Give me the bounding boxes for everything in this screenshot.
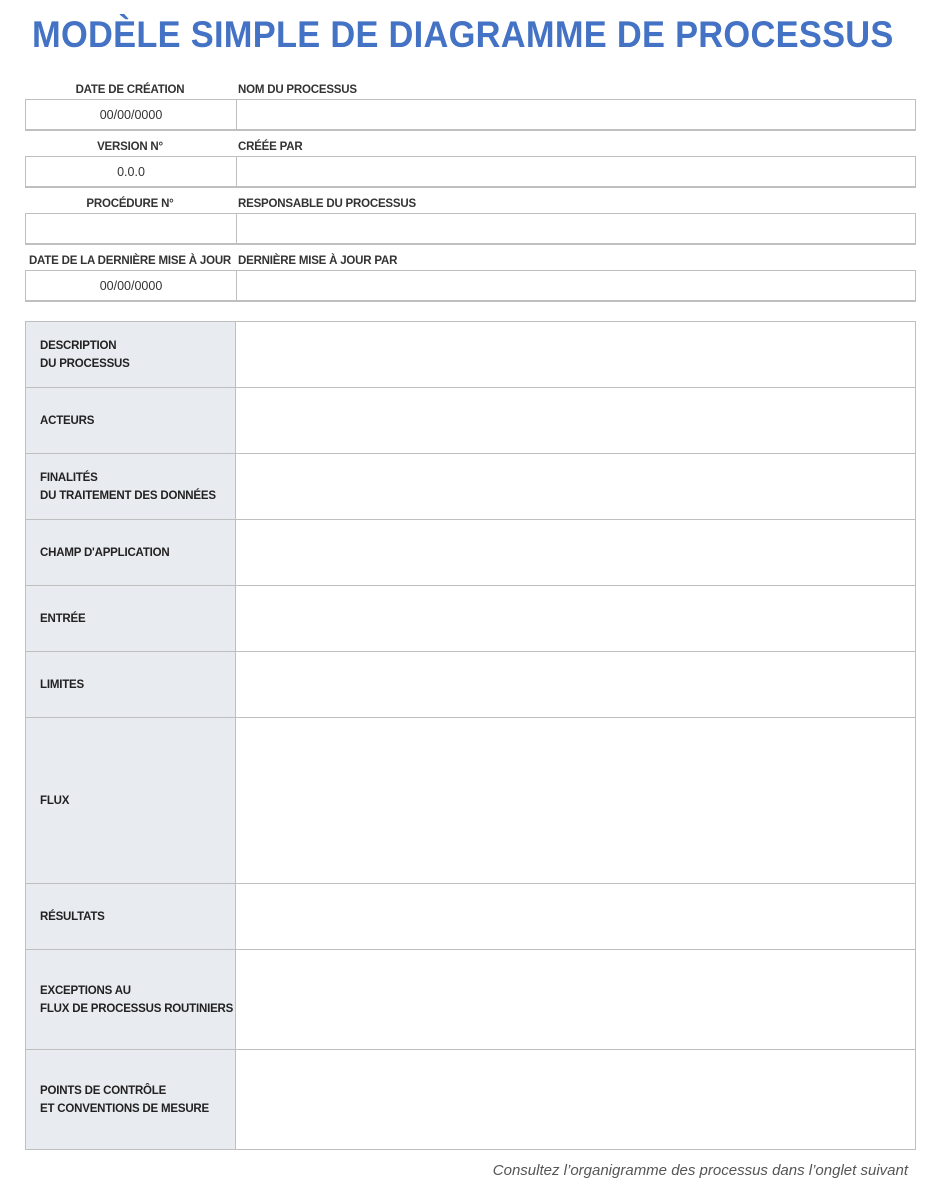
- row-field[interactable]: [236, 884, 915, 949]
- table-row: [26, 388, 915, 454]
- row-label: ENTRÉE: [26, 586, 236, 651]
- footer-note: Consultez l’organigramme des processus dans l’onglet suivant: [492, 1162, 908, 1179]
- row-field[interactable]: [236, 322, 915, 387]
- row-field[interactable]: [236, 652, 915, 717]
- last-updated-by-field[interactable]: [237, 271, 915, 300]
- process-name-field[interactable]: [237, 100, 915, 129]
- row-label: FINALITÉS DU TRAITEMENT DES DONNÉES: [26, 454, 236, 519]
- version-field[interactable]: 0.0.0: [26, 157, 237, 186]
- row-label: FLUX: [26, 718, 236, 883]
- header-fields: [25, 213, 916, 245]
- table-row: [26, 322, 915, 388]
- process-owner-label: RESPONSABLE DU PROCESSUS: [238, 198, 416, 210]
- last-update-date-field[interactable]: 00/00/0000: [26, 271, 237, 300]
- procedure-field[interactable]: [26, 214, 237, 243]
- header-fields: [25, 156, 916, 188]
- row-label: EXCEPTIONS AU FLUX DE PROCESSUS ROUTINIERS: [26, 950, 236, 1049]
- process-owner-field[interactable]: [237, 214, 915, 243]
- header-fields: [25, 270, 916, 302]
- row-field[interactable]: [236, 520, 915, 585]
- row-label: CHAMP D'APPLICATION: [26, 520, 236, 585]
- header-fields: [25, 99, 916, 131]
- table-row: [26, 520, 915, 586]
- row-field[interactable]: [236, 454, 915, 519]
- creation-date-label: DATE DE CRÉATION: [75, 84, 185, 96]
- process-name-label: NOM DU PROCESSUS: [238, 84, 357, 96]
- last-updated-by-label: DERNIÈRE MISE À JOUR PAR: [238, 255, 398, 267]
- row-field[interactable]: [236, 388, 915, 453]
- version-label: VERSION N°: [97, 141, 163, 153]
- row-label: LIMITES: [26, 652, 236, 717]
- row-field[interactable]: [236, 718, 915, 883]
- table-row: [26, 884, 915, 950]
- created-by-field[interactable]: [237, 157, 915, 186]
- row-label: DESCRIPTION DU PROCESSUS: [26, 322, 236, 387]
- creation-date-field[interactable]: 00/00/0000: [26, 100, 237, 129]
- row-label: POINTS DE CONTRÔLE ET CONVENTIONS DE MESURE: [26, 1050, 236, 1149]
- row-label: RÉSULTATS: [26, 884, 236, 949]
- row-field[interactable]: [236, 1050, 915, 1149]
- table-row: [26, 1050, 915, 1150]
- table-row: [26, 652, 915, 718]
- row-label: ACTEURS: [26, 388, 236, 453]
- created-by-label: CRÉÉE PAR: [238, 141, 303, 153]
- process-details-table: [25, 321, 916, 1150]
- table-row: [26, 454, 915, 520]
- procedure-label: PROCÉDURE N°: [86, 198, 174, 210]
- page-title: MODÈLE SIMPLE DE DIAGRAMME DE PROCESSUS: [32, 14, 894, 55]
- table-row: [26, 586, 915, 652]
- row-field[interactable]: [236, 586, 915, 651]
- row-field[interactable]: [236, 950, 915, 1049]
- last-update-date-label: DATE DE LA DERNIÈRE MISE À JOUR: [28, 255, 232, 267]
- table-row: [26, 950, 915, 1050]
- table-row: [26, 718, 915, 884]
